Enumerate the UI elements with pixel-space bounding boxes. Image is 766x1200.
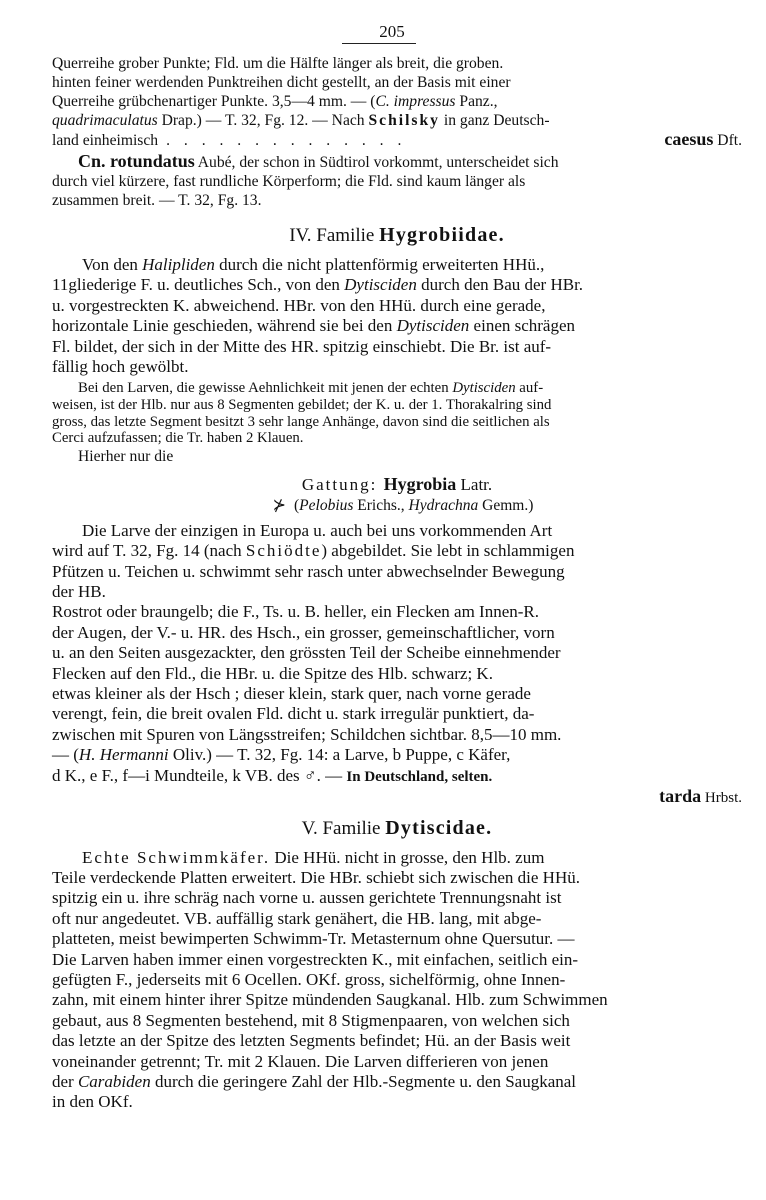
text-line: der Augen, der V.- u. HR. des Hsch., ein grosser, gemeinschaftlicher, vorn xyxy=(52,622,555,642)
author-name: Schilsky xyxy=(368,112,440,129)
text-line: Querreihe grober Punkte; Fld. um die Hälfte länger als breit, die groben. xyxy=(52,55,504,72)
species-author: Hrbst. xyxy=(701,790,742,807)
text-line: Drap.) — T. 32, Fg. 12. — Nach xyxy=(157,112,369,129)
genus-author: Latr. xyxy=(456,474,493,494)
page-number: 205 xyxy=(379,22,405,41)
text-line: wird auf T. 32, Fg. 14 (nach xyxy=(52,541,246,561)
text-line: gefügten F., jederseits mit 6 Ocellen. OKf. gross, sichelförmig, ohne Innen- xyxy=(52,969,566,989)
taxon-name: Hydrachna xyxy=(408,496,479,514)
text-line: verengt, fein, die breit ovalen Fld. dicht u. stark irregulär punktiert, da- xyxy=(52,704,535,724)
text-line: horizontale Linie geschieden, während sie bei den xyxy=(52,316,397,336)
text-line: voneinander getrennt; Tr. mit 2 Klauen. Die Larven differieren von jenen xyxy=(52,1051,549,1071)
text-line: Pfützen u. Teichen u. schwimmt sehr rasch unter abwechselnder Bewegung xyxy=(52,561,565,581)
taxon-name: Carabiden xyxy=(77,1071,151,1091)
species-name: H. Hermanni xyxy=(78,745,169,765)
text-line: Cerci aufzufassen; die Tr. haben 2 Klauen. xyxy=(52,430,304,447)
text-line: zusammen breit. — T. 32, Fg. 13. xyxy=(52,192,262,209)
text-line: — ( xyxy=(52,745,79,765)
handwritten-mark: ⊁ xyxy=(272,496,286,514)
paragraph-larvae xyxy=(52,380,742,446)
text-line: Flecken auf den Fld., die HBr. u. die Spitze des Hlb. schwarz; K. xyxy=(52,663,493,683)
text-line: oft nur angedeutet. VB. auffällig stark genähert, die HB. lang, mit abge- xyxy=(52,908,542,928)
paragraph-dytiscidae-description xyxy=(52,848,742,1113)
paragraph-rotundatus xyxy=(52,152,742,210)
genus-heading xyxy=(52,474,742,495)
genus-synonyms xyxy=(64,495,742,515)
text-line: Erichs., xyxy=(353,496,409,514)
species-line-caesus xyxy=(52,130,742,150)
leader-dots: . . . . . . . . . . . . . . xyxy=(166,132,407,149)
text-line: u. vorgestreckten K. abweichend. HBr. von den HHü. durch eine gerade, xyxy=(52,295,546,315)
species-name: caesus xyxy=(664,129,714,149)
species-name: tarda xyxy=(659,786,702,807)
taxon-name: Pelobius xyxy=(299,496,354,514)
family-prefix: IV. Familie xyxy=(289,225,380,246)
text-line: das letzte an der Spitze des letzten Segments befindet; Hü. an der Basis weit xyxy=(52,1031,571,1051)
text-line: Bei den Larven, die gewisse Aehnlichkeit mit jenen der echten xyxy=(78,380,453,397)
text-line: weisen, ist der Hlb. nur aus 8 Segmenten gebildet; der K. u. der 1. Thorakalring sind xyxy=(52,397,552,414)
species-author: Dft. xyxy=(713,132,742,149)
species-name: quadrimaculatus xyxy=(52,112,158,129)
text-line: Die Larve der einzigen in Europa u. auch bei uns vorkommenden Art xyxy=(82,520,553,540)
family-name: Hygrobiidae. xyxy=(379,224,505,246)
distribution-note: In Deutschland, selten. xyxy=(346,768,493,785)
text-line: ) abgebildet. Sie lebt in schlammigen xyxy=(321,541,575,561)
text-line: land einheimisch xyxy=(52,132,159,149)
author-name: Schiödte xyxy=(245,541,322,561)
text-line: auf- xyxy=(515,380,544,397)
text-line: Fl. bildet, der sich in der Mitte des HR. spitzig einschiebt. Die Br. ist auf- xyxy=(52,336,552,356)
text-line: zwischen mit Spuren von Längsstreifen; Schildchen sichtbar. 8,5—10 mm. xyxy=(52,724,562,744)
text-line: 11gliederige F. u. deutliches Sch., von den xyxy=(52,275,345,295)
genus-name: Hygrobia xyxy=(383,473,457,494)
text-line: Echte Schwimmkäfer. xyxy=(82,847,271,867)
family-heading-hygrobiidae xyxy=(52,224,742,247)
text-line: einen schrägen xyxy=(469,316,576,336)
paragraph-species-tarda xyxy=(52,602,742,787)
text-line: u. an den Seiten ausgezackter, den grössten Teil der Scheibe einnehmender xyxy=(52,643,561,663)
text-line: durch die nicht plattenförmig erweiterten HHü., xyxy=(214,255,545,274)
page-number-rule xyxy=(342,43,416,44)
family-heading-dytiscidae xyxy=(52,817,742,840)
genus-prefix: Gattung: xyxy=(301,474,384,494)
species-line-tarda xyxy=(52,786,742,808)
text-line: Die HHü. nicht in grosse, den Hlb. zum xyxy=(270,847,545,867)
paragraph-family-description xyxy=(52,255,742,377)
text-line: Aubé, der schon in Südtirol vorkommt, unterscheidet sich xyxy=(194,154,559,171)
text-line: etwas kleiner als der Hsch ; dieser klein, stark quer, nach vorne gerade xyxy=(52,684,531,704)
text-line: Teile verdeckende Platten erweitert. Die HBr. schiebt sich zwischen die HHü. xyxy=(52,867,580,887)
family-name: Dytiscidae. xyxy=(385,816,493,839)
text-line: in den OKf. xyxy=(52,1092,133,1112)
taxon-name: Dytisciden xyxy=(344,275,417,295)
species-name: C. impressus xyxy=(375,93,456,110)
text-line: durch viel kürzere, fast rundliche Körperform; die Fld. sind kaum länger als xyxy=(52,173,526,190)
text-line: hinten feiner werdenden Punktreihen dicht gestellt, an der Basis mit einer xyxy=(52,74,511,91)
text-line: in ganz Deutsch- xyxy=(439,112,550,129)
text-line: Panz., xyxy=(455,93,498,110)
text-line: platteten, meist bewimperten Schwimm-Tr. Metasternum ohne Quersutur. — xyxy=(52,929,575,949)
taxon-name: Dytisciden xyxy=(452,380,516,397)
book-page xyxy=(52,22,742,1113)
text-line: durch den Bau der HBr. xyxy=(416,275,584,295)
text-line: fällig hoch gewölbt. xyxy=(52,357,189,377)
text-line: zahn, mit einem hinter ihrer Spitze mündenden Saugkanal. Hlb. zum Schwimmen xyxy=(52,990,608,1010)
text-line: Die Larven haben immer einen vorgestreckten K., mit einfachen, seitlich ein- xyxy=(52,949,579,969)
text-line: Querreihe grübchenartiger Punkte. 3,5—4 mm. — ( xyxy=(52,93,376,110)
text-line: gebaut, aus 8 Segmenten bestehend, mit 8 Stigmenpaaren, von welchen sich xyxy=(52,1010,570,1030)
text-line: Gemm.) xyxy=(478,496,534,514)
paragraph-larva-description xyxy=(52,521,742,603)
text-line: Von den xyxy=(82,255,143,274)
text-line: spitzig ein u. ihre schräg nach vorne u. aussen gerichtete Trennungsnaht ist xyxy=(52,888,562,908)
text-line: durch die geringere Zahl der Hlb.-Segmente u. den Saugkanal xyxy=(150,1071,577,1091)
text-line: der HB. xyxy=(52,582,106,602)
text-line: Rostrot oder braungelb; die F., Ts. u. B. heller, ein Flecken am Innen-R. xyxy=(52,602,539,622)
text-line: Hierher nur die xyxy=(78,447,174,465)
text-line: ( xyxy=(294,496,300,514)
taxon-name: Dytisciden xyxy=(396,316,470,336)
paragraph-caesus xyxy=(52,54,742,130)
text-line: Oliv.) — T. 32, Fg. 14: a Larve, b Puppe, c Käfer, xyxy=(168,745,511,765)
text-line: der xyxy=(52,1071,78,1091)
text-line: d K., e F., f—i Mundteile, k VB. des ♂. — xyxy=(52,765,347,785)
paragraph-hierher xyxy=(52,447,742,466)
family-prefix: V. Familie xyxy=(301,817,386,839)
text-line: gross, das letzte Segment besitzt 3 sehr lange Anhänge, davon sind die seitlichen als xyxy=(52,413,550,430)
taxon-name: Halipliden xyxy=(142,255,215,274)
species-name: Cn. rotundatus xyxy=(78,151,195,171)
